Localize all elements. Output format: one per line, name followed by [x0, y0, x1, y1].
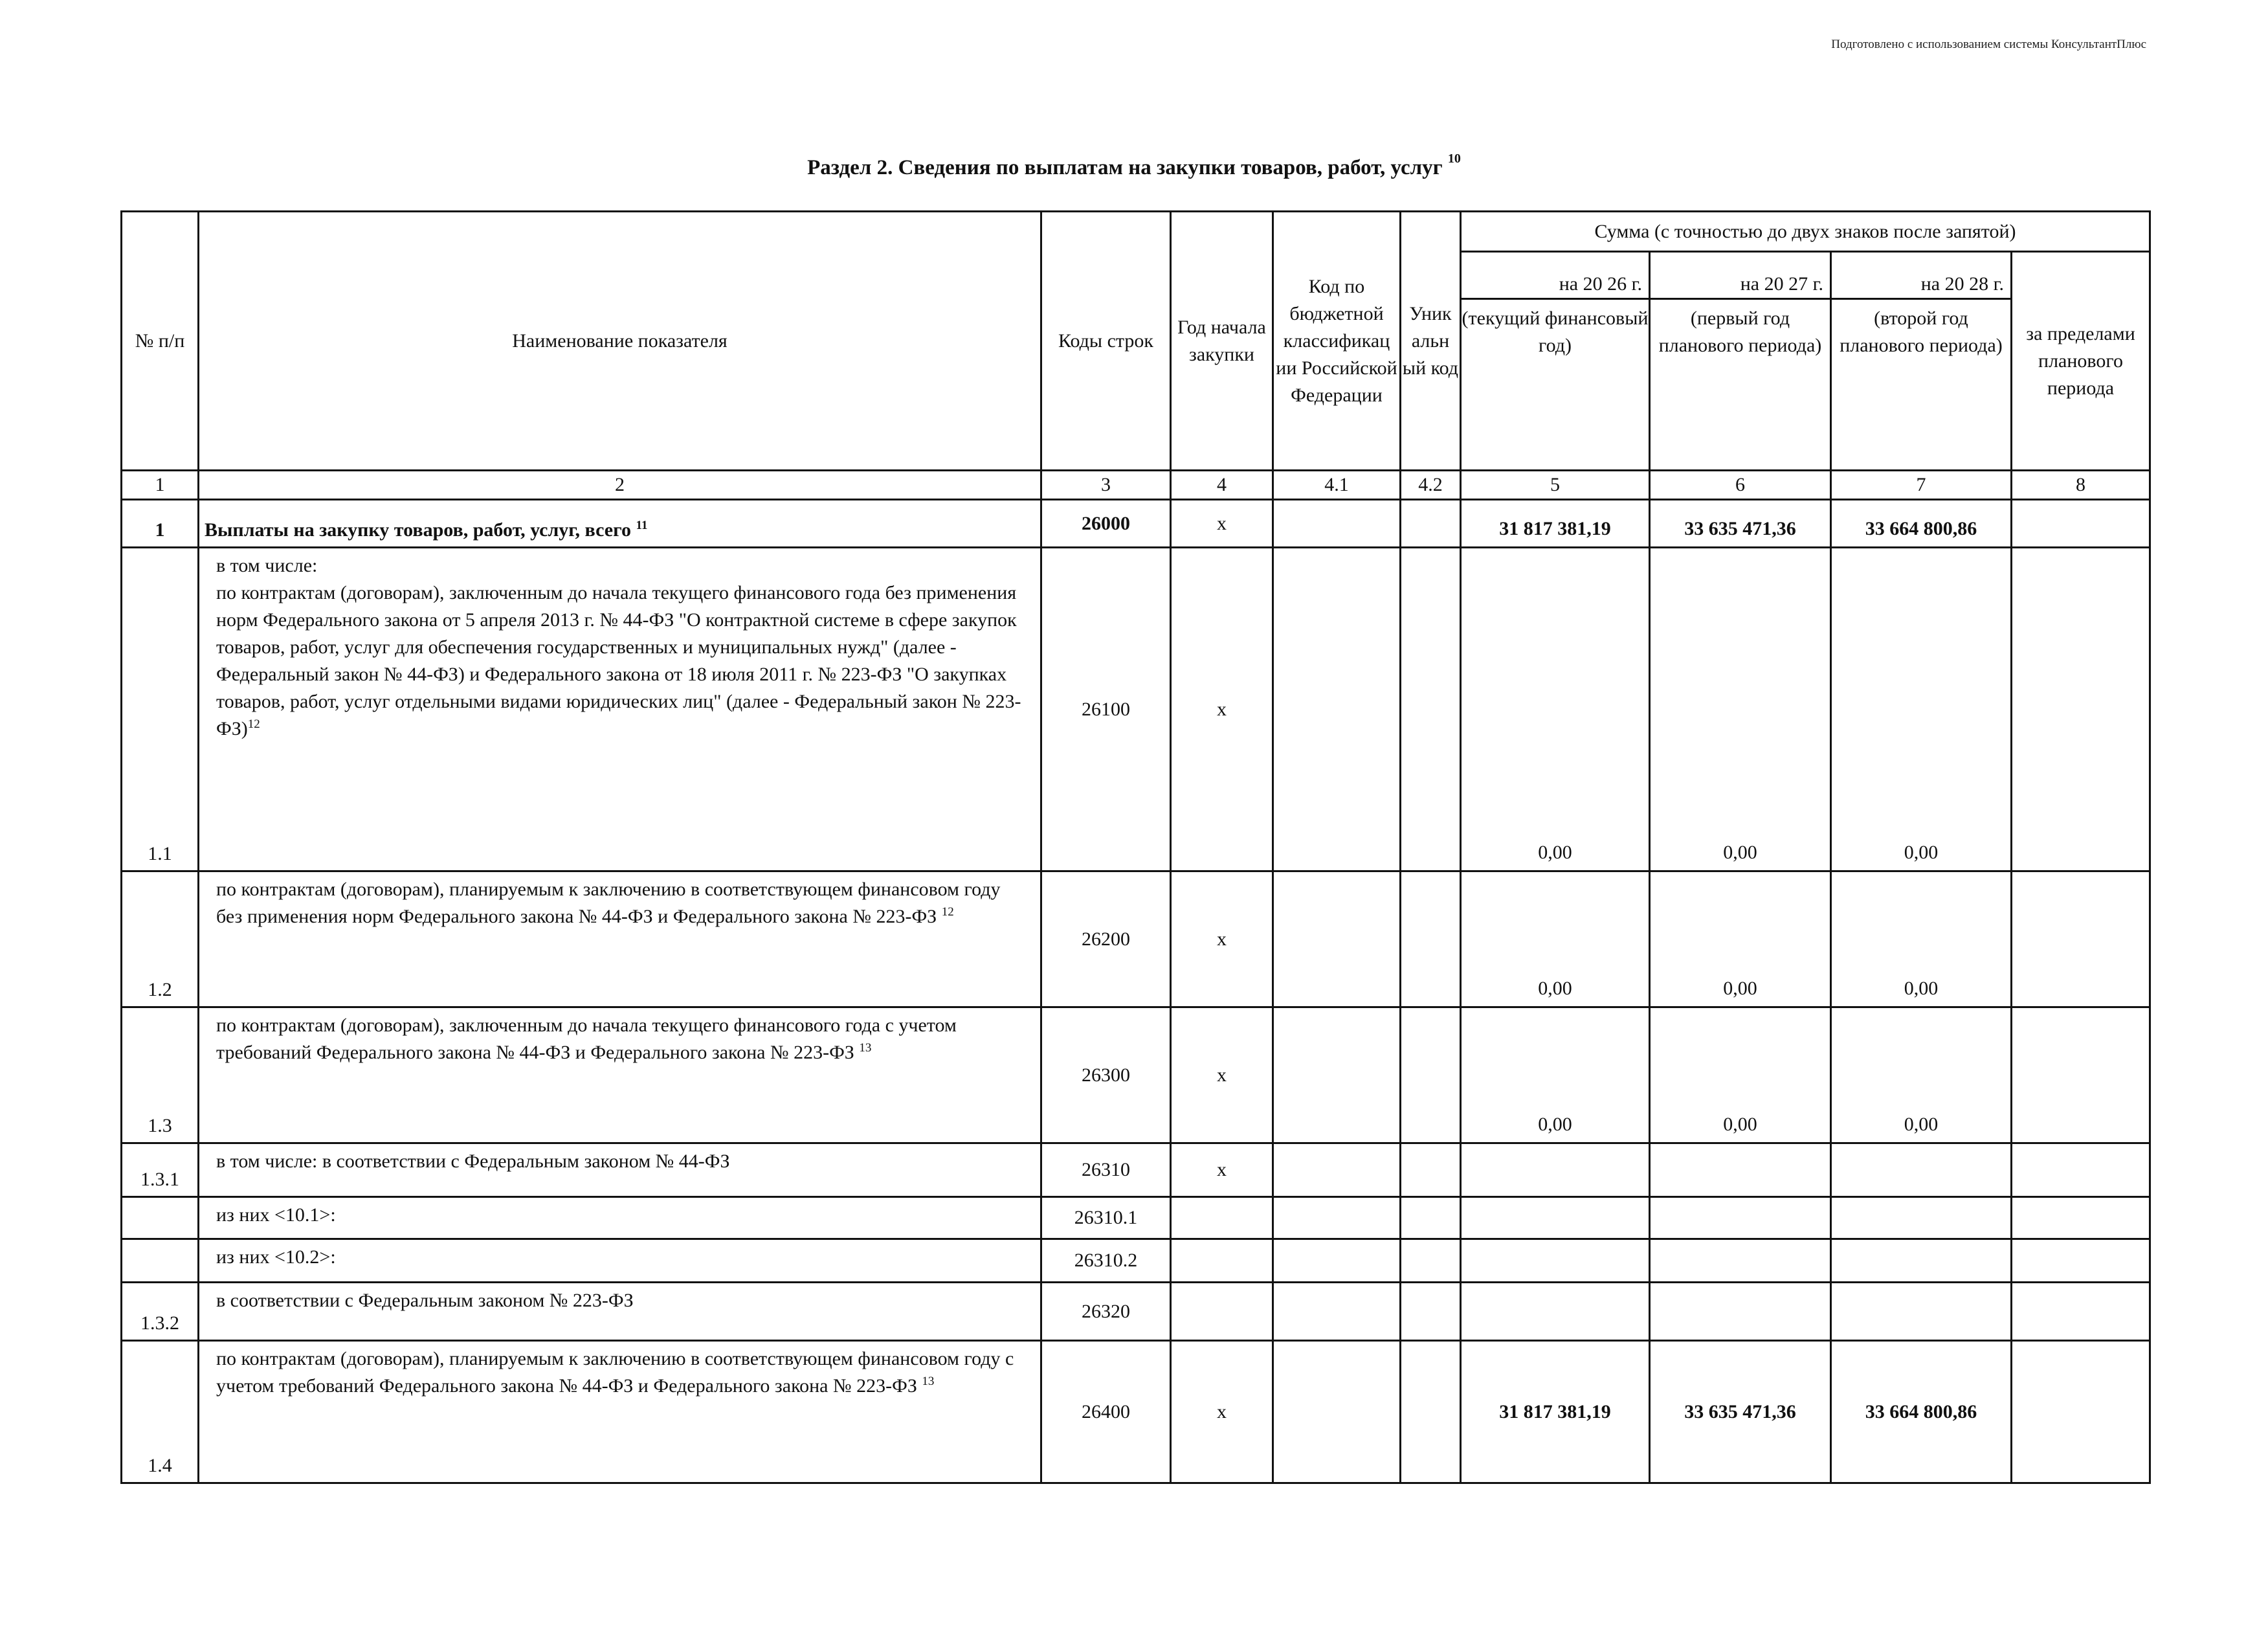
row-unique	[1401, 548, 1461, 871]
row-value-2026	[1461, 1283, 1650, 1341]
header-year-2028: на 20 28 г.	[1831, 252, 2012, 299]
table-row	[122, 871, 2150, 1007]
table-row	[122, 1143, 2150, 1197]
row-value-2026: 0,00	[1461, 1007, 1650, 1143]
row-number: 1.3.2	[122, 1283, 199, 1341]
row-number	[122, 1197, 199, 1239]
row-number: 1.4	[122, 1341, 199, 1483]
header-year-2026-sub: (текущий финансовый год)	[1461, 299, 1650, 471]
row-name	[199, 871, 1041, 1007]
row-code: 26400	[1041, 1341, 1171, 1483]
row-code: 26310	[1041, 1143, 1171, 1197]
row-kbk	[1273, 1341, 1401, 1483]
row-number: 1.3	[122, 1007, 199, 1143]
row-name-text: по контрактам (договорам), планируемым к заключению в соответствующем финансовом году без применения норм Федерального закона № 44-ФЗ и Федерального закона № 223-ФЗ	[216, 879, 1001, 927]
row-unique	[1401, 871, 1461, 1007]
row-name	[199, 1341, 1041, 1483]
section-title-text: Раздел 2. Сведения по выплатам на закупки товаров, работ, услуг	[807, 156, 1443, 179]
row-value-2026	[1461, 1143, 1650, 1197]
colnum-8: 8	[2012, 471, 2150, 500]
row-value-2026	[1461, 1197, 1650, 1239]
table-row	[122, 1283, 2150, 1341]
row-kbk	[1273, 1143, 1401, 1197]
row-unique	[1401, 1341, 1461, 1483]
row-name-text: по контрактам (договорам), планируемым к заключению в соответствующем финансовом году с учетом требований Федерального закона № 44-ФЗ и Федерального закона № 223-ФЗ	[216, 1348, 1014, 1397]
header-sum-group: Сумма (с точностью до двух знаков после запятой)	[1461, 212, 2150, 252]
row-name: из них <10.2>:	[199, 1239, 1041, 1283]
row-unique	[1401, 1283, 1461, 1341]
row-name	[199, 548, 1041, 871]
row-year: x	[1171, 500, 1273, 548]
row-value-2027: 0,00	[1650, 1007, 1831, 1143]
header-row	[122, 212, 2150, 252]
colnum-3: 3	[1041, 471, 1171, 500]
row-year	[1171, 1239, 1273, 1283]
row-value-2027: 0,00	[1650, 871, 1831, 1007]
row-unique	[1401, 500, 1461, 548]
row-unique	[1401, 1143, 1461, 1197]
colnum-4: 4	[1171, 471, 1273, 500]
header-year-2027-sub: (первый год планового периода)	[1650, 299, 1831, 471]
row-footnote: 11	[636, 519, 648, 532]
consultant-plus-watermark: Подготовлено с использованием системы КонсультантПлюс	[1831, 38, 2146, 51]
row-unique	[1401, 1007, 1461, 1143]
row-name: из них <10.1>:	[199, 1197, 1041, 1239]
table-row	[122, 1197, 2150, 1239]
row-number: 1	[122, 500, 199, 548]
row-name	[199, 500, 1041, 548]
row-name-text: Выплаты на закупку товаров, работ, услуг, всего	[205, 519, 631, 541]
row-value-2027: 0,00	[1650, 548, 1831, 871]
row-year: x	[1171, 1007, 1273, 1143]
table-row	[122, 500, 2150, 548]
row-value-2028: 0,00	[1831, 1007, 2012, 1143]
row-value-2027: 33 635 471,36	[1650, 500, 1831, 548]
row-name: в соответствии с Федеральным законом № 223-ФЗ	[199, 1283, 1041, 1341]
header-kbk: Код по бюджетной классификац ии Российской Федерации	[1273, 212, 1401, 471]
header-codes: Коды строк	[1041, 212, 1171, 471]
colnum-2: 2	[199, 471, 1041, 500]
row-year	[1171, 1197, 1273, 1239]
row-year: x	[1171, 871, 1273, 1007]
row-value-2028: 33 664 800,86	[1831, 1341, 2012, 1483]
row-value-beyond	[2012, 1341, 2150, 1483]
row-value-2028: 0,00	[1831, 548, 2012, 871]
colnum-7: 7	[1831, 471, 2012, 500]
row-value-2026: 0,00	[1461, 548, 1650, 871]
section-title	[0, 152, 2268, 180]
row-value-2026: 31 817 381,19	[1461, 500, 1650, 548]
row-name-text: по контрактам (договорам), заключенным до начала текущего финансового года с учетом требований Федерального закона № 44-ФЗ и Федерального закона № 223-ФЗ	[216, 1015, 957, 1063]
row-code: 26310.1	[1041, 1197, 1171, 1239]
row-number: 1.1	[122, 548, 199, 871]
payments-table	[120, 210, 2151, 1484]
header-year-2026: на 20 26 г.	[1461, 252, 1650, 299]
row-number	[122, 1239, 199, 1283]
table-row	[122, 1007, 2150, 1143]
header-unique: Уник альн ый код	[1401, 212, 1461, 471]
column-numbers-row	[122, 471, 2150, 500]
row-unique	[1401, 1239, 1461, 1283]
row-value-2027	[1650, 1143, 1831, 1197]
row-kbk	[1273, 1239, 1401, 1283]
row-value-beyond	[2012, 500, 2150, 548]
row-value-2027	[1650, 1283, 1831, 1341]
row-value-beyond	[2012, 871, 2150, 1007]
row-value-2027	[1650, 1197, 1831, 1239]
row-code: 26000	[1041, 500, 1171, 548]
header-year-2027: на 20 27 г.	[1650, 252, 1831, 299]
row-code: 26310.2	[1041, 1239, 1171, 1283]
row-footnote: 12	[941, 905, 954, 919]
header-year-2028-sub: (второй год планового периода)	[1831, 299, 2012, 471]
colnum-4-1: 4.1	[1273, 471, 1401, 500]
header-beyond: за пределами планового периода	[2012, 252, 2150, 471]
row-value-beyond	[2012, 1283, 2150, 1341]
row-name-prefix: в том числе:	[216, 555, 318, 576]
row-kbk	[1273, 500, 1401, 548]
row-footnote: 13	[859, 1041, 872, 1055]
row-year: x	[1171, 1143, 1273, 1197]
header-name: Наименование показателя	[199, 212, 1041, 471]
row-unique	[1401, 1197, 1461, 1239]
row-name	[199, 1007, 1041, 1143]
row-kbk	[1273, 548, 1401, 871]
colnum-6: 6	[1650, 471, 1831, 500]
colnum-4-2: 4.2	[1401, 471, 1461, 500]
row-year: x	[1171, 1341, 1273, 1483]
row-value-2026: 31 817 381,19	[1461, 1341, 1650, 1483]
row-value-2026: 0,00	[1461, 871, 1650, 1007]
table-row	[122, 1341, 2150, 1483]
section-title-footnote: 10	[1447, 152, 1461, 166]
row-year	[1171, 1283, 1273, 1341]
row-value-2028	[1831, 1143, 2012, 1197]
row-kbk	[1273, 1283, 1401, 1341]
row-year: x	[1171, 548, 1273, 871]
header-num: № п/п	[122, 212, 199, 471]
row-value-beyond	[2012, 1007, 2150, 1143]
row-value-beyond	[2012, 1239, 2150, 1283]
table-row	[122, 1239, 2150, 1283]
row-number: 1.3.1	[122, 1143, 199, 1197]
row-code: 26300	[1041, 1007, 1171, 1143]
row-value-beyond	[2012, 1197, 2150, 1239]
row-value-2026	[1461, 1239, 1650, 1283]
row-kbk	[1273, 871, 1401, 1007]
row-footnote: 13	[922, 1375, 935, 1388]
row-value-2028	[1831, 1239, 2012, 1283]
row-value-beyond	[2012, 548, 2150, 871]
colnum-1: 1	[122, 471, 199, 500]
row-kbk	[1273, 1007, 1401, 1143]
row-value-2027: 33 635 471,36	[1650, 1341, 1831, 1483]
row-code: 26200	[1041, 871, 1171, 1007]
row-kbk	[1273, 1197, 1401, 1239]
table-row	[122, 548, 2150, 871]
row-name-text: по контрактам (договорам), заключенным до начала текущего финансового года без применения норм Федерального закона от 5 апреля 2013 г. № 44-ФЗ "О контрактной системе в сфере закупок товаров, работ, услуг для обеспечения государственных и муниципальных нужд" (далее - Федеральный закон № 44-ФЗ) и Федерального закона от 18 июля 2011 г. № 223-ФЗ "О закупках товаров, работ, услуг отдельными видами юридических лиц" (далее - Федеральный закон № 223-ФЗ)	[216, 582, 1021, 739]
row-value-2027	[1650, 1239, 1831, 1283]
colnum-5: 5	[1461, 471, 1650, 500]
row-code: 26100	[1041, 548, 1171, 871]
row-value-2028	[1831, 1283, 2012, 1341]
row-footnote: 12	[247, 717, 260, 731]
row-name: в том числе: в соответствии с Федеральным законом № 44-ФЗ	[199, 1143, 1041, 1197]
row-value-beyond	[2012, 1143, 2150, 1197]
row-code: 26320	[1041, 1283, 1171, 1341]
row-value-2028	[1831, 1197, 2012, 1239]
row-value-2028: 0,00	[1831, 871, 2012, 1007]
row-number: 1.2	[122, 871, 199, 1007]
header-year: Год начала закупки	[1171, 212, 1273, 471]
row-value-2028: 33 664 800,86	[1831, 500, 2012, 548]
